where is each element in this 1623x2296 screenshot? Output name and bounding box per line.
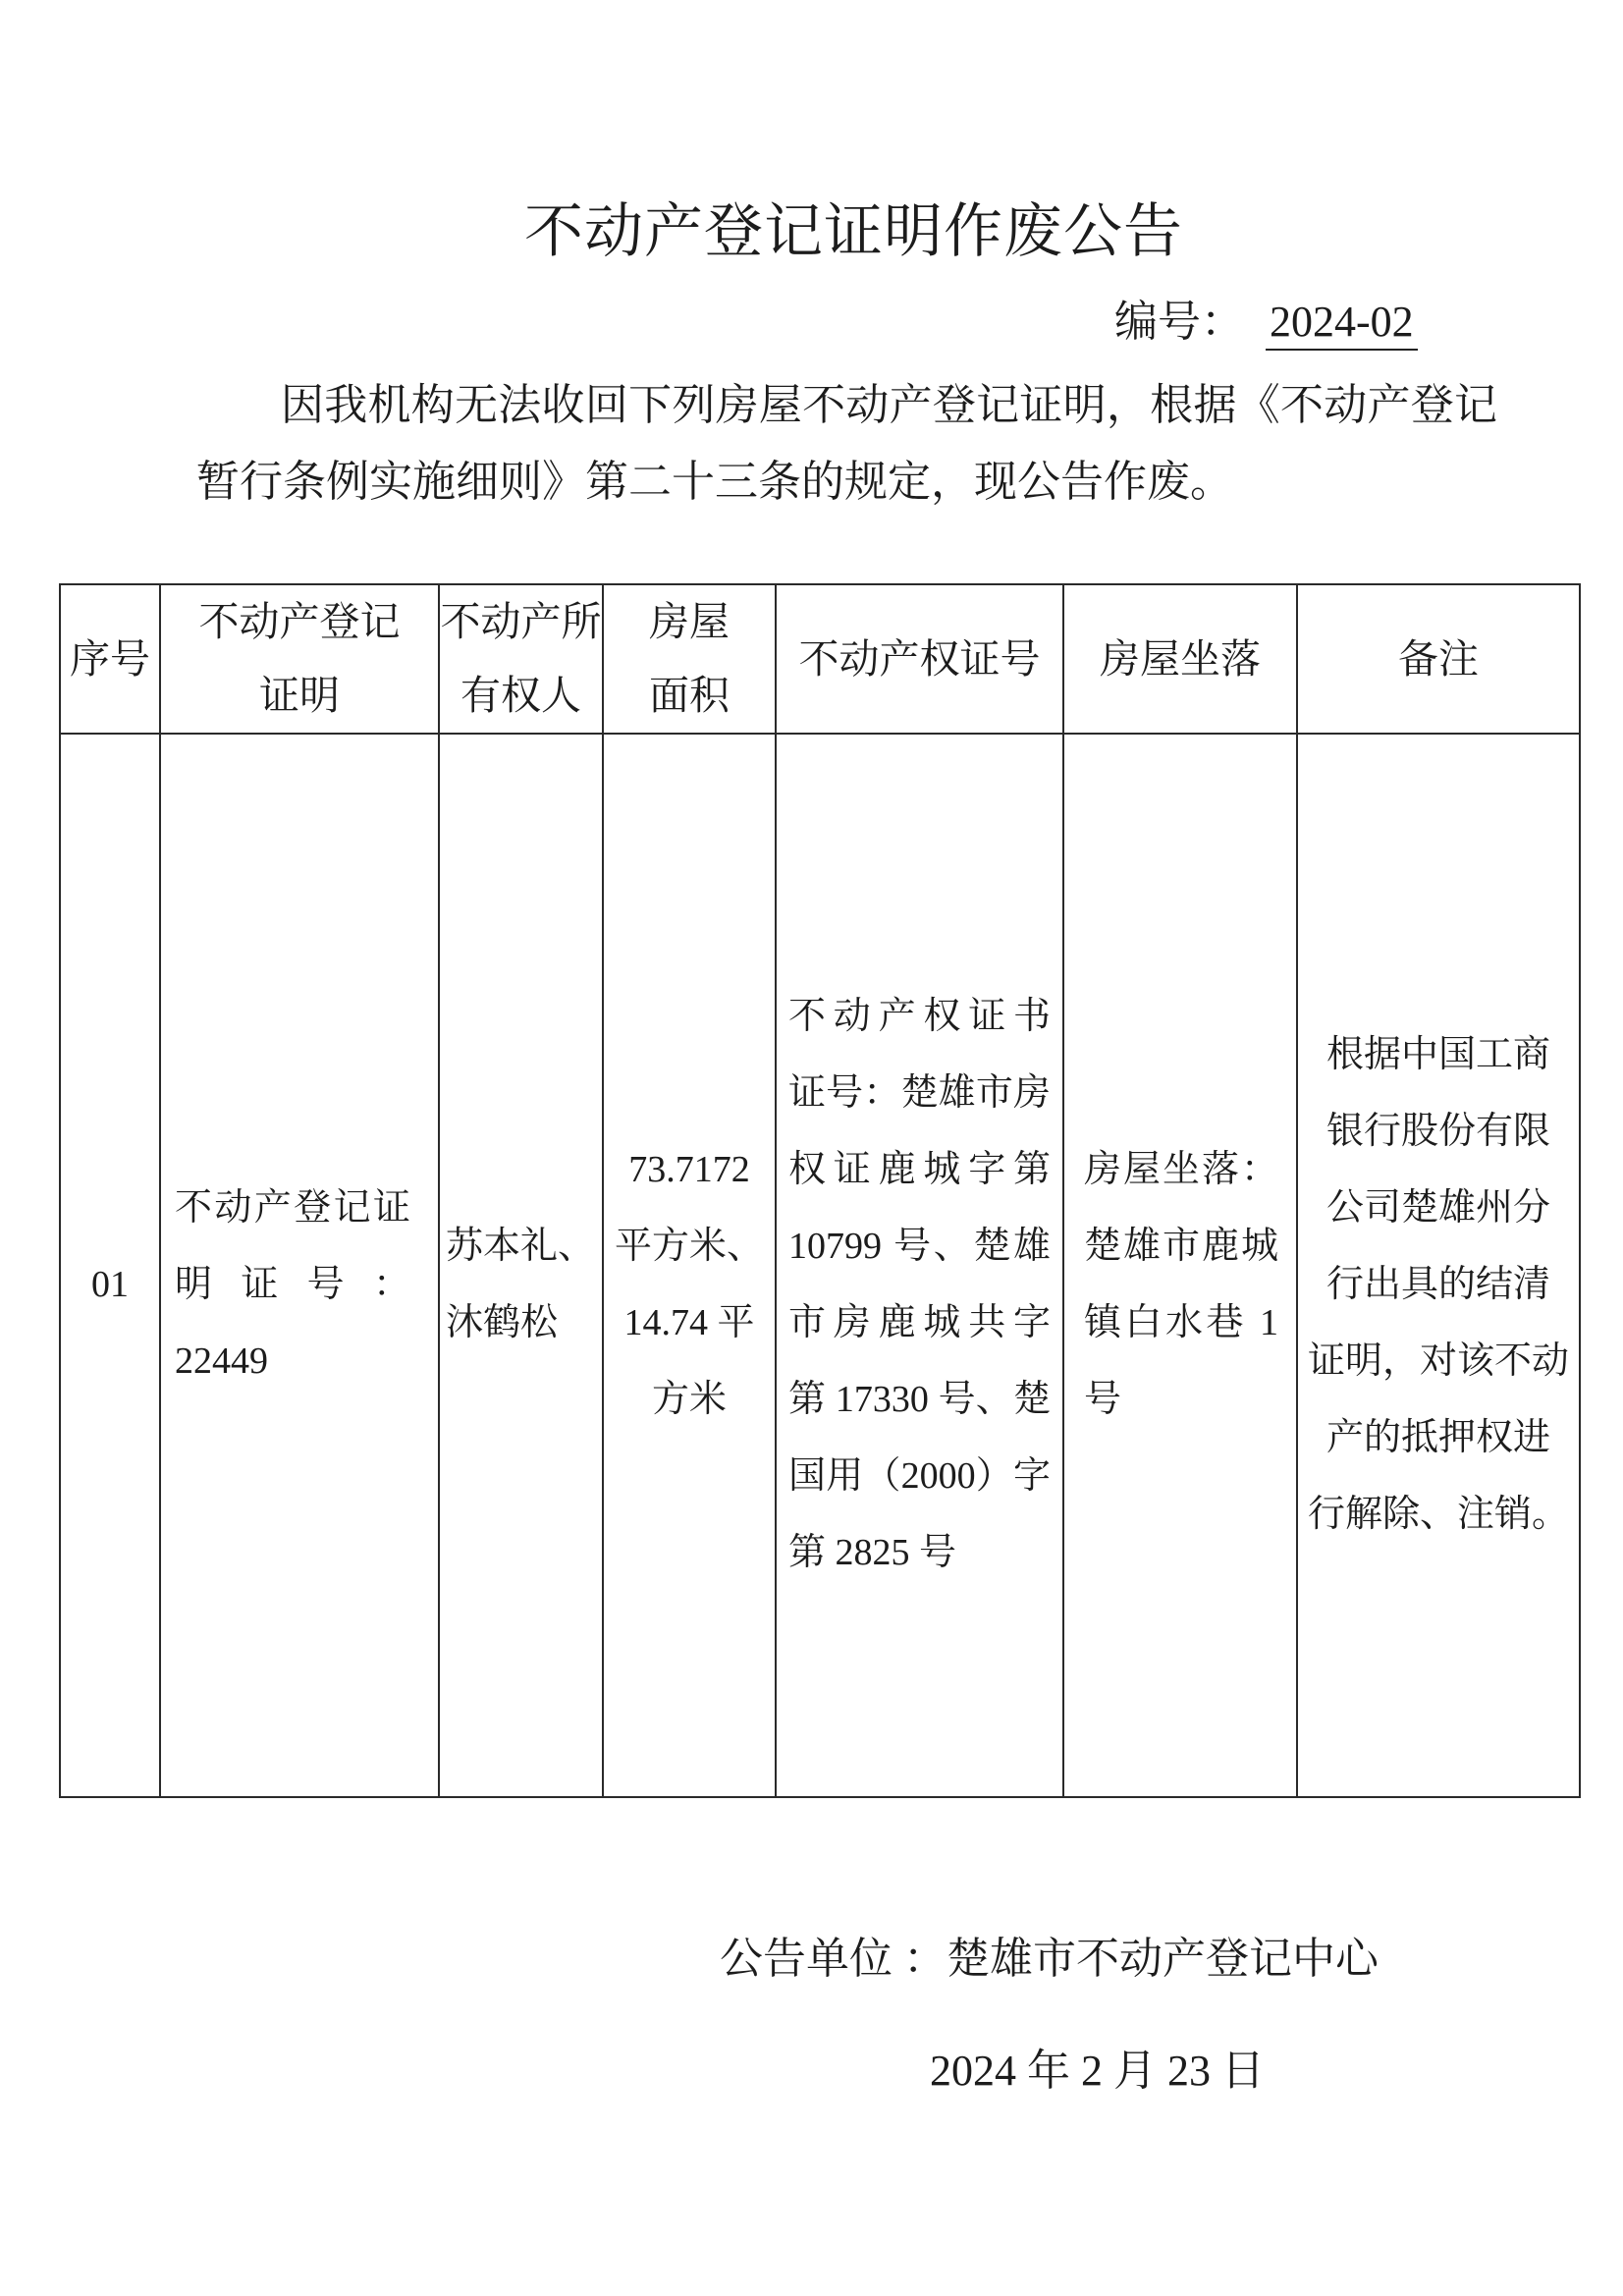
cell-location (1063, 734, 1297, 1797)
cell-line: 国用（2000）字 (788, 1455, 1051, 1497)
cell-owner (439, 734, 603, 1797)
cell-line: 房屋坐落： (1084, 1149, 1278, 1190)
cell-line: 22449 (175, 1340, 268, 1382)
cell-no-value: 01 (91, 1264, 129, 1305)
cell-line: 明证号： (175, 1264, 410, 1305)
cell-no (60, 734, 160, 1797)
table-header-row (60, 584, 1580, 734)
document-number-label: 编号： (1114, 298, 1244, 346)
notice-paragraph-line: 暂行条例实施细则》第二十三条的规定，现公告作废。 (196, 458, 1233, 506)
header-line: 不动产所 (440, 599, 602, 644)
cell-line: 产的抵押权进 (1325, 1417, 1550, 1458)
cell-line: 沐鹤松 (446, 1302, 559, 1343)
header-line: 房屋 (649, 599, 730, 644)
cell-line: 方米 (651, 1379, 727, 1420)
header-certificate (160, 584, 439, 734)
cell-line: 行出具的结清 (1325, 1264, 1550, 1305)
cell-line: 公司楚雄州分 (1325, 1187, 1550, 1229)
cell-line: 行解除、注销。 (1307, 1494, 1569, 1535)
header-line: 不动产登记 (198, 599, 401, 644)
header-line: 证明 (259, 673, 340, 718)
cell-line: 平方米、 (614, 1226, 764, 1267)
cell-remark (1297, 734, 1580, 1797)
cell-certificate (160, 734, 439, 1797)
header-no (60, 584, 160, 734)
cell-line: 银行股份有限 (1325, 1111, 1550, 1152)
cell-line: 证明，对该不动 (1307, 1340, 1569, 1382)
document-number (1114, 293, 1418, 352)
header-line: 不动产权证号 (798, 635, 1041, 682)
header-line: 备注 (1398, 635, 1479, 682)
table-row (60, 734, 1580, 1797)
cell-line: 10799 号、楚雄 (788, 1226, 1051, 1267)
cell-line: 不动产权证书 (788, 996, 1051, 1037)
cell-line: 不动产登记证 (175, 1187, 410, 1229)
notice-paragraph-line: 因我机构无法收回下列房屋不动产登记证明，根据《不动产登记 (281, 381, 1497, 429)
document-title: 不动产登记证明作废公告 (524, 199, 1183, 264)
cell-title-number (776, 734, 1063, 1797)
cell-line: 第 17330 号、楚 (788, 1379, 1051, 1420)
header-title-number (776, 584, 1063, 734)
cell-line: 14.74 平 (623, 1302, 755, 1343)
header-line: 序号 (70, 635, 150, 682)
header-line: 有权人 (460, 673, 581, 718)
document-number-value: 2024-02 (1266, 296, 1418, 351)
header-remark (1297, 584, 1580, 734)
cell-line: 权证鹿城字第 (788, 1149, 1051, 1190)
cell-line: 73.7172 (628, 1149, 750, 1190)
cell-area (603, 734, 776, 1797)
header-line: 房屋坐落 (1100, 635, 1261, 682)
header-location (1063, 584, 1297, 734)
header-area (603, 584, 776, 734)
registry-table (59, 583, 1581, 1798)
cell-line: 第 2825 号 (788, 1532, 957, 1573)
header-owner (439, 584, 603, 734)
cell-line: 楚雄市鹿城 (1084, 1226, 1278, 1267)
cell-line: 号 (1084, 1379, 1122, 1420)
cell-line: 根据中国工商 (1325, 1034, 1550, 1075)
header-line: 面积 (649, 673, 730, 718)
cell-line: 证号：楚雄市房 (788, 1072, 1051, 1114)
publisher-line: 公告单位 ：楚雄市不动产登记中心 (720, 1935, 1379, 1983)
date-line: 2024 年 2 月 23 日 (930, 2047, 1265, 2095)
cell-line: 镇白水巷 1 (1084, 1302, 1278, 1343)
cell-line: 苏本礼、 (446, 1226, 596, 1267)
cell-line: 市房鹿城共字 (788, 1302, 1051, 1343)
